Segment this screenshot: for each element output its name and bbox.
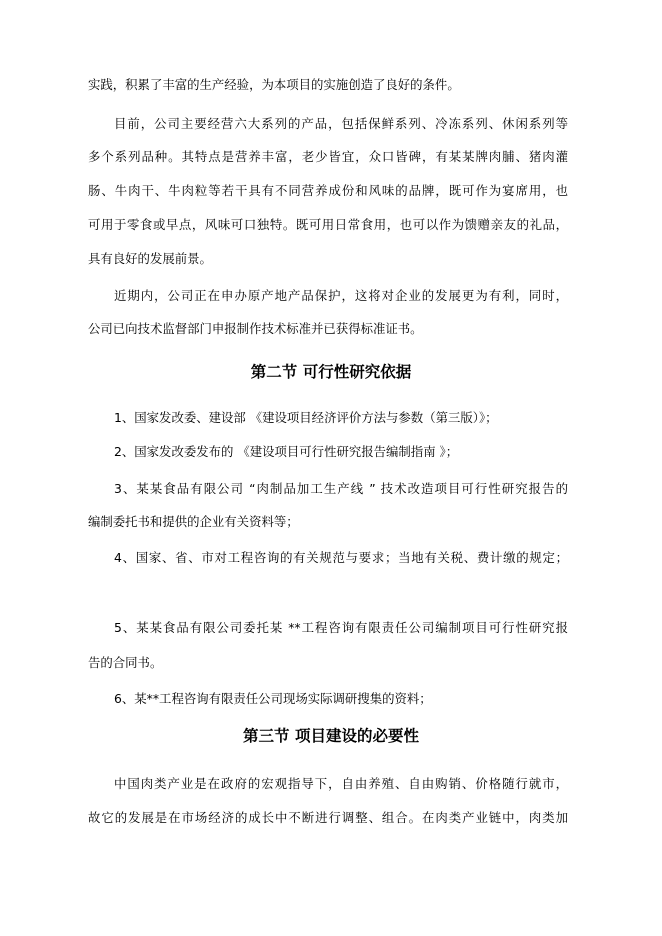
basis-item-4: 4、国家、省、市对工程咨询的有关规范与要求；当地有关税、费计缴的规定； <box>114 550 568 565</box>
products-line-2: 多个系列品种。其特点是营养丰富，老少皆宜，众口皆碑，有某某牌肉脯、猪肉灌 <box>88 149 568 164</box>
basis-item-3: 3、某某食品有限公司 “肉制品加工生产线 ” 技术改造项目可行性研究报告的 <box>114 481 568 496</box>
recent-line-2: 公司已向技术监督部门申报制作技术标准并已获得标准证书。 <box>88 321 423 336</box>
basis-item-6: 6、某**工程咨询有限责任公司现场实际调研搜集的资料； <box>114 691 432 706</box>
necessity-line-2: 故它的发展是在市场经济的成长中不断进行调整、组合。在肉类产业链中，肉类加 <box>88 810 568 825</box>
section-3-title: 第三节 项目建设的必要性 <box>243 726 419 745</box>
products-line-4: 可用于零食或早点，风味可口独特。既可用日常食用，也可以作为馈赠亲友的礼品， <box>88 217 568 232</box>
necessity-line-1: 中国肉类产业是在政府的宏观指导下，自由养殖、自由购销、价格随行就市， <box>114 776 568 791</box>
products-line-3: 肠、牛肉干、牛肉粒等若干具有不同营养成份和风味的品牌，既可作为宴席用，也 <box>88 183 568 198</box>
section-2-title: 第二节 可行性研究依据 <box>250 362 412 381</box>
products-line-1: 目前，公司主要经营六大系列的产品，包括保鲜系列、冷冻系列、休闲系列等 <box>114 116 568 131</box>
recent-line-1: 近期内，公司正在申办原产地产品保护，这将对企业的发展更为有利，同时， <box>114 288 568 303</box>
basis-item-5: 5、某某食品有限公司委托某 **工程咨询有限责任公司编制项目可行性研究报 <box>114 620 568 635</box>
basis-item-1: 1、国家发改委、建设部 《建设项目经济评价方法与参数（第三版）》； <box>114 410 498 425</box>
products-line-5: 具有良好的发展前景。 <box>88 251 212 266</box>
basis-item-5-cont: 告的合同书。 <box>88 655 163 670</box>
basis-item-3-cont: 编制委托书和提供的企业有关资料等； <box>88 514 299 529</box>
basis-item-2: 2、国家发改委发布的 《建设项目可行性研究报告编制指南 》； <box>114 444 459 459</box>
intro-line-1: 实践，积累了丰富的生产经验，为本项目的实施创造了良好的条件。 <box>88 77 460 92</box>
